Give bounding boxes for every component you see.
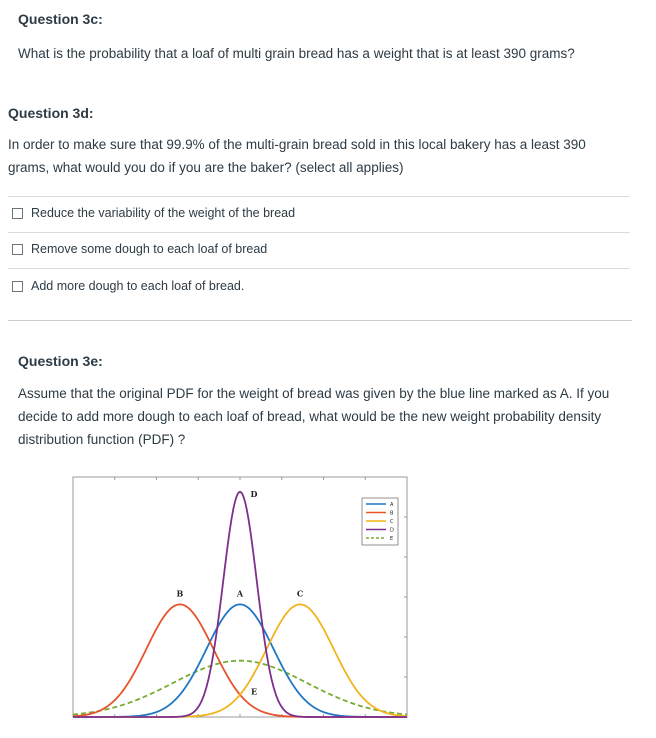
answer-option-label: Add more dough to each loaf of bread.: [31, 279, 245, 293]
answer-option-3[interactable]: [12, 276, 244, 296]
curve-label-d: D: [250, 488, 258, 499]
checkbox[interactable]: [12, 281, 23, 292]
checkbox[interactable]: [12, 208, 23, 219]
option-divider: [8, 268, 630, 269]
curve-label-c: C: [296, 588, 304, 599]
question-3e-text: Assume that the original PDF for the weight of bread was given by the blue line marked as A. If you decide to add more dough to each loaf of bread, what would be the new weight probability density distribution function (PDF) ?: [18, 386, 610, 447]
question-3e-title: Question 3e:: [18, 353, 103, 369]
curve-label-b: B: [176, 588, 184, 599]
section-divider: [8, 320, 632, 321]
option-divider: [8, 232, 630, 233]
question-3c-title: Question 3c:: [18, 11, 103, 27]
checkbox[interactable]: [12, 244, 23, 255]
legend-label-d: D: [390, 527, 394, 534]
question-3d-title: Question 3d:: [8, 105, 94, 121]
legend-label-e: E: [390, 536, 394, 542]
question-3d-text: In order to make sure that 99.9% of the multi-grain bread sold in this local bakery has a least 390 grams, what would you do if you are the baker? (select all applies): [8, 137, 586, 175]
answer-option-1[interactable]: [12, 203, 295, 223]
curve-label-e: E: [250, 686, 258, 697]
answer-option-label: Remove some dough to each loaf of bread: [31, 242, 268, 256]
answer-option-2[interactable]: [12, 239, 267, 259]
legend-label-a: A: [390, 502, 394, 508]
answer-option-label: Reduce the variability of the weight of the bread: [31, 206, 296, 220]
legend-label-b: B: [390, 510, 394, 517]
pdf-chart: [70, 474, 410, 722]
legend-label-c: C: [390, 519, 394, 525]
question-3c-text: What is the probability that a loaf of multi grain bread has a weight that is at least 390 grams?: [18, 46, 575, 61]
option-divider: [8, 196, 630, 197]
curve-label-a: A: [236, 588, 244, 599]
